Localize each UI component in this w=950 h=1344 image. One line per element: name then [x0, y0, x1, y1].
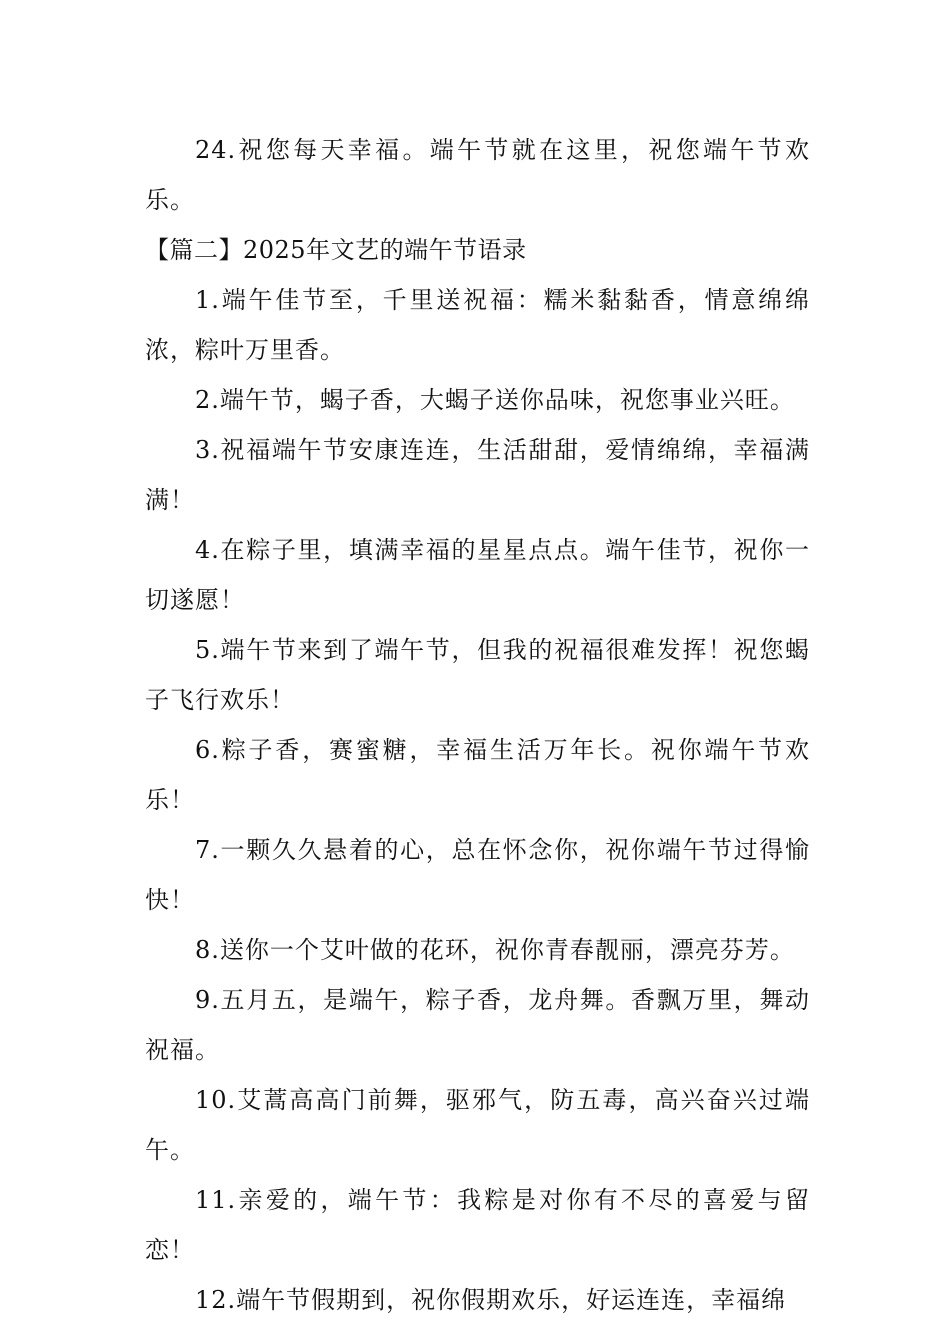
paragraph-item-2: 2.端午节，蝎子香，大蝎子送你品味，祝您事业兴旺。 [195, 386, 795, 414]
paragraph-item-10: 10.艾蒿高高门前舞，驱邪气，防五毒，高兴奋兴过端午。 [145, 1086, 810, 1164]
paragraph-item-8: 8.送你一个艾叶做的花环，祝你青春靓丽，漂亮芬芳。 [195, 936, 795, 964]
paragraph-item-7: 7.一颗久久悬着的心，总在怀念你，祝你端午节过得愉快！ [145, 836, 810, 914]
section-heading: 【篇二】2025年文艺的端午节语录 [145, 236, 527, 264]
paragraph-item-6: 6.粽子香，赛蜜糖，幸福生活万年长。祝你端午节欢乐！ [145, 736, 810, 814]
paragraph-item-12: 12.端午节假期到，祝你假期欢乐，好运连连，幸福绵 [195, 1286, 787, 1314]
paragraph-item-5: 5.端午节来到了端午节，但我的祝福很难发挥！祝您蝎子飞行欢乐！ [145, 636, 810, 714]
paragraph-item-9: 9.五月五，是端午，粽子香，龙舟舞。香飘万里，舞动祝福。 [145, 986, 810, 1064]
paragraph-item-24: 24.祝您每天幸福。端午节就在这里，祝您端午节欢乐。 [145, 136, 810, 214]
paragraph-item-3: 3.祝福端午节安康连连，生活甜甜，爱情绵绵，幸福满满！ [145, 436, 810, 514]
paragraph-item-11: 11.亲爱的，端午节：我粽是对你有不尽的喜爱与留恋！ [145, 1186, 810, 1264]
document-body [145, 125, 810, 1325]
paragraph-item-1: 1.端午佳节至，千里送祝福：糯米黏黏香，情意绵绵浓，粽叶万里香。 [145, 286, 810, 364]
paragraph-item-4: 4.在粽子里，填满幸福的星星点点。端午佳节，祝你一切遂愿！ [145, 536, 810, 614]
